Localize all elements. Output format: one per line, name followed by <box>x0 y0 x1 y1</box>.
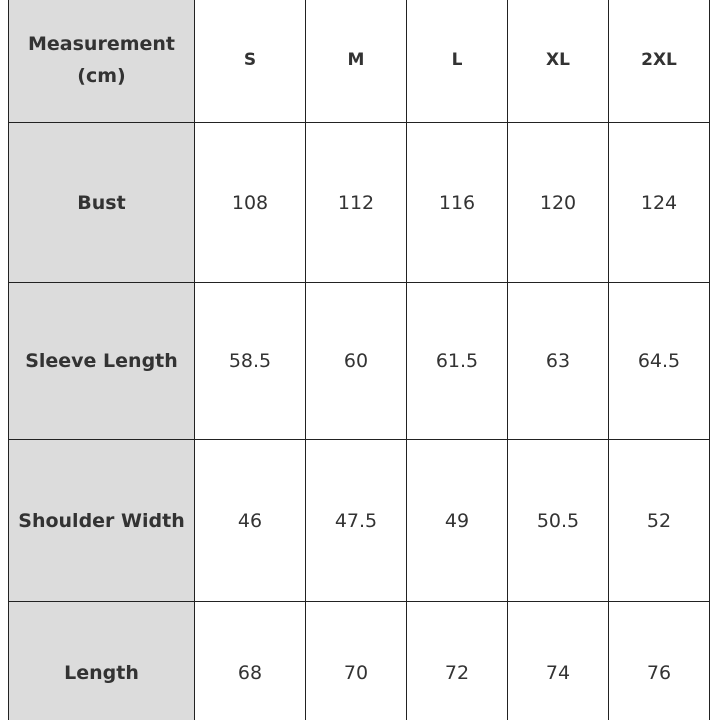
length-value-xl: 74 <box>508 602 609 720</box>
length-value-l: 72 <box>407 602 508 720</box>
row-label-sleeve-length: Sleeve Length <box>9 283 195 440</box>
length-value-s: 68 <box>195 602 306 720</box>
shoulder-width-value-l: 49 <box>407 440 508 602</box>
table-row-bust <box>9 123 710 283</box>
row-label-length: Length <box>9 602 195 720</box>
size-header-m: M <box>306 0 407 123</box>
sleeve-length-value-s: 58.5 <box>195 283 306 440</box>
bust-value-xl: 120 <box>508 123 609 283</box>
measurement-header: Measurement (cm) <box>9 0 195 123</box>
size-header-l: L <box>407 0 508 123</box>
bust-value-s: 108 <box>195 123 306 283</box>
shoulder-width-value-s: 46 <box>195 440 306 602</box>
bust-value-m: 112 <box>306 123 407 283</box>
shoulder-width-value-m: 47.5 <box>306 440 407 602</box>
size-header-s: S <box>195 0 306 123</box>
row-label-shoulder-width: Shoulder Width <box>9 440 195 602</box>
size-header-xl: XL <box>508 0 609 123</box>
length-value-m: 70 <box>306 602 407 720</box>
bust-value-l: 116 <box>407 123 508 283</box>
shoulder-width-value-xl: 50.5 <box>508 440 609 602</box>
header-row <box>9 0 710 123</box>
length-value-2xl: 76 <box>609 602 710 720</box>
table-row-shoulder-width <box>9 440 710 602</box>
sleeve-length-value-l: 61.5 <box>407 283 508 440</box>
table-row-sleeve-length <box>9 283 710 440</box>
shoulder-width-value-2xl: 52 <box>609 440 710 602</box>
bust-value-2xl: 124 <box>609 123 710 283</box>
size-chart-table <box>8 0 710 720</box>
sleeve-length-value-m: 60 <box>306 283 407 440</box>
sleeve-length-value-xl: 63 <box>508 283 609 440</box>
size-header-2xl: 2XL <box>609 0 710 123</box>
sleeve-length-value-2xl: 64.5 <box>609 283 710 440</box>
table-row-length <box>9 602 710 720</box>
row-label-bust: Bust <box>9 123 195 283</box>
